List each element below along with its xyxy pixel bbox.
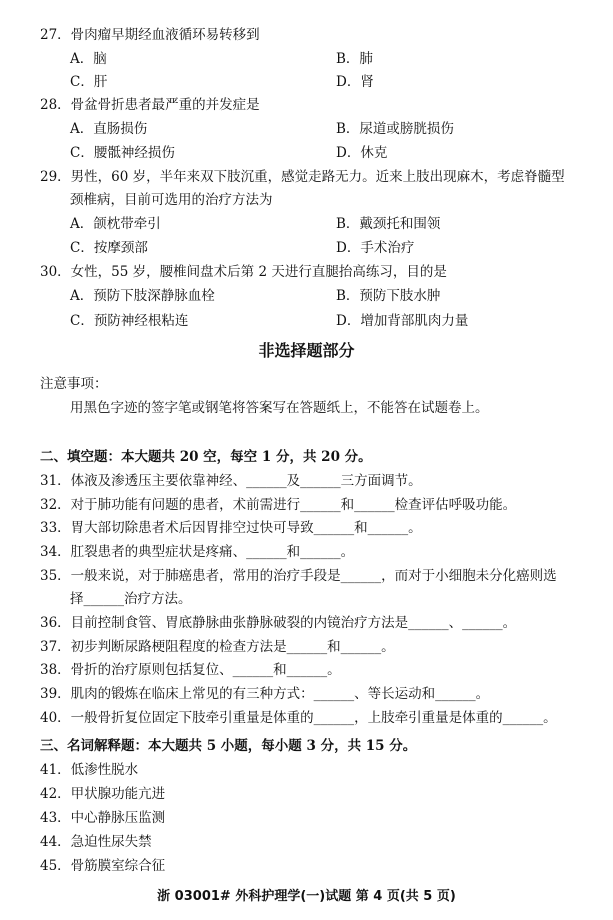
question-30-option-c: C．预防神经根粘连 [70,313,189,329]
question-29-option-c: C．按摩颈部 [70,240,148,256]
question-27-option-b: B．肺 [336,51,373,67]
question-29-stem-cont: 颈椎病，目前可选用的治疗方法为 [70,192,273,208]
question-28-option-a: A．直肠损伤 [70,121,148,137]
question-30-stem: 30．女性，55 岁，腰椎间盘术后第 2 天进行直腿抬高练习，目的是 [40,264,447,280]
section-title-nonchoice: 非选择题部分 [258,341,355,360]
term-item-41: 41．低渗性脱水 [40,762,139,778]
fill-item-32: 32．对于肺功能有问题的患者，术前需进行______和______检查评估呼吸功能。 [40,497,517,513]
term-item-45: 45．骨筋膜室综合征 [40,858,166,874]
question-27-stem: 27．骨肉瘤早期经血液循环易转移到 [40,27,260,43]
fill-item-36: 36．目前控制食管、胃底静脉曲张静脉破裂的内镜治疗方法是______、______。 [40,615,517,631]
fill-item-37: 37．初步判断尿路梗阻程度的检查方法是______和______。 [40,639,395,655]
question-30-option-b: B．预防下肢水肿 [336,288,441,304]
question-30-option-a: A．预防下肢深静脉血栓 [70,288,215,304]
fill-item-35-cont: 择______治疗方法。 [70,591,192,607]
fill-item-31: 31．体液及渗透压主要依靠神经、______及______三方面调节。 [40,473,422,489]
question-29-option-a: A．颌枕带牵引 [70,216,161,232]
term-item-43: 43．中心静脉压监测 [40,810,166,826]
term-item-42: 42．甲状腺功能亢进 [40,786,166,802]
question-27-option-d: D．肾 [336,74,374,90]
terms-section-heading: 三、名词解释题：本大题共 5 小题，每小题 3 分，共 15 分。 [40,738,417,754]
question-28-stem: 28．骨盆骨折患者最严重的并发症是 [40,97,260,113]
fill-section-heading: 二、填空题：本大题共 20 空，每空 1 分，共 20 分。 [40,449,372,465]
question-28-option-c: C．腰骶神经损伤 [70,145,175,161]
fill-item-40: 40．一般骨折复位固定下肢牵引重量是体重的______，上肢牵引重量是体重的______。 [40,710,557,726]
notice-text: 用黑色字迹的签字笔或钢笔将答案写在答题纸上，不能答在试题卷上。 [70,400,489,416]
question-29-stem: 29．男性，60 岁，半年来双下肢沉重，感觉走路无力。近来上肢出现麻木，考虑脊髓型 [40,169,565,185]
page-footer: 浙 03001# 外科护理学(一)试题 第 4 页(共 5 页) [157,889,456,904]
notice-label: 注意事项： [40,376,108,392]
question-29-option-b: B．戴颈托和围领 [336,216,441,232]
fill-item-34: 34．肛裂患者的典型症状是疼痛、______和______。 [40,544,355,560]
fill-item-35: 35．一般来说，对于肺癌患者，常用的治疗手段是______，而对于小细胞未分化癌则选 [40,568,557,584]
fill-item-39: 39．肌肉的锻炼在临床上常见的有三种方式：______、等长运动和______。 [40,686,490,702]
question-30-option-d: D．增加背部肌肉力量 [336,313,469,329]
question-28-option-d: D．休克 [336,145,388,161]
term-item-44: 44．急迫性尿失禁 [40,834,152,850]
question-27-option-c: C．肝 [70,74,108,90]
fill-item-38: 38．骨折的治疗原则包括复位、______和______。 [40,662,341,678]
question-27-option-a: A．脑 [70,51,107,67]
fill-item-33: 33．胃大部切除患者术后因胃排空过快可导致______和______。 [40,520,422,536]
question-29-option-d: D．手术治疗 [336,240,415,256]
question-28-option-b: B．尿道或膀胱损伤 [336,121,454,137]
